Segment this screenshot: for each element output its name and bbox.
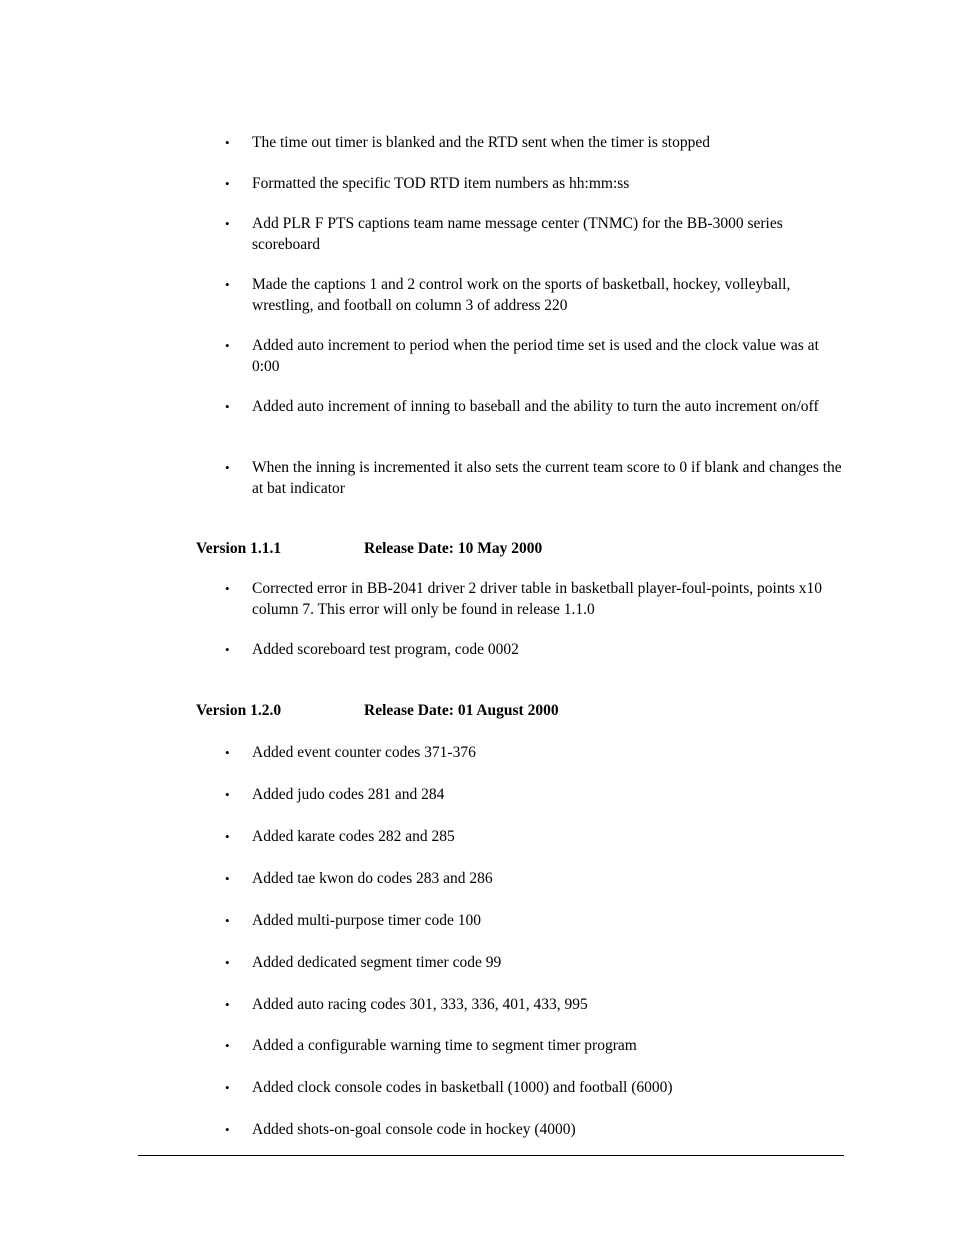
list-item: The time out timer is blanked and the RTD sent when the timer is stopped: [252, 134, 710, 151]
list-item: Added karate codes 282 and 285: [252, 828, 455, 845]
bullet-icon: •: [225, 745, 230, 760]
bullet-icon: •: [225, 135, 230, 150]
bullet-icon: •: [225, 399, 230, 414]
list-item: When the inning is incremented it also sets the current team score to 0 if blank and changes the at bat indicator: [252, 459, 842, 497]
bullet-icon: •: [225, 871, 230, 886]
footer-rule: [138, 1155, 844, 1156]
bullet-icon: •: [225, 338, 230, 353]
section-version: Version 1.2.0: [196, 702, 282, 719]
list-item: Made the captions 1 and 2 control work on the sports of basketball, hockey, volleyball, wrestling, and football on column 3 of address 220: [252, 276, 791, 314]
list-item: Added scoreboard test program, code 0002: [252, 641, 519, 658]
bullet-icon: •: [225, 460, 230, 475]
bullet-icon: •: [225, 955, 230, 970]
list-item: Added event counter codes 371-376: [252, 744, 476, 761]
section-release-date: Release Date: 10 May 2000: [364, 540, 543, 557]
bullet-icon: •: [225, 997, 230, 1012]
list-item: Added judo codes 281 and 284: [252, 786, 445, 803]
list-item: Added clock console codes in basketball (1000) and football (6000): [252, 1079, 673, 1096]
section-version: Version 1.1.1: [196, 540, 282, 557]
list-item: Added a configurable warning time to segment timer program: [252, 1037, 637, 1054]
bullet-icon: •: [225, 277, 230, 292]
list-item: Added multi-purpose timer code 100: [252, 912, 482, 929]
bullet-icon: •: [225, 216, 230, 231]
section-release-date: Release Date: 01 August 2000: [364, 702, 559, 719]
bullet-icon: •: [225, 1080, 230, 1095]
list-item: Added tae kwon do codes 283 and 286: [252, 870, 493, 887]
bullet-icon: •: [225, 176, 230, 191]
bullet-icon: •: [225, 1038, 230, 1053]
bullet-icon: •: [225, 581, 230, 596]
list-item: Add PLR F PTS captions team name message center (TNMC) for the BB-3000 series scoreboard: [252, 215, 783, 253]
list-item: Added shots-on-goal console code in hockey (4000): [252, 1121, 576, 1138]
list-item: Added auto increment of inning to baseball and the ability to turn the auto increment on/off: [252, 398, 819, 415]
list-item: Added auto racing codes 301, 333, 336, 401, 433, 995: [252, 996, 588, 1013]
list-item: Added dedicated segment timer code 99: [252, 954, 502, 971]
bullet-icon: •: [225, 829, 230, 844]
bullet-icon: •: [225, 913, 230, 928]
bullet-icon: •: [225, 787, 230, 802]
list-item: Formatted the specific TOD RTD item numbers as hh:mm:ss: [252, 175, 630, 192]
list-item: Added auto increment to period when the period time set is used and the clock value was at 0:00: [252, 337, 819, 375]
list-item: Corrected error in BB-2041 driver 2 driver table in basketball player-foul-points, points x10 column 7. This error will only be found in release 1.1.0: [252, 580, 823, 618]
bullet-icon: •: [225, 1122, 230, 1137]
bullet-icon: •: [225, 642, 230, 657]
